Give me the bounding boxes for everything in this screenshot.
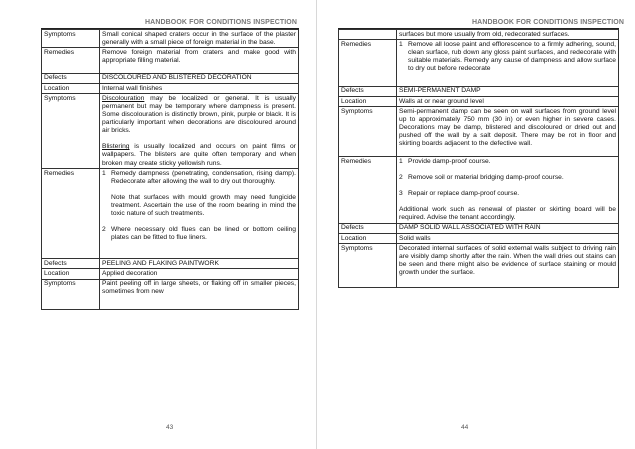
row-label: Location — [42, 269, 100, 279]
row-label — [339, 30, 397, 40]
paragraph-text: may be localized or general. It is usually permanent but may be temporary where dampness is present. Some discolouration is distinctly brown, pink, purple or black. It is particularly important when decorations are discoloured around air bricks. — [102, 94, 296, 135]
row-label: Location — [42, 84, 100, 94]
item-text: Where necessary old flues can be lined or bottom ceiling plates can be fitted to flue liners. — [111, 226, 296, 242]
defect-title: PEELING AND FLAKING PAINTWORK — [100, 259, 299, 269]
symptom-text: Decorated internal surfaces of solid external walls subject to driving rain are visibly damp shortly after the rain. When the wall dries out stains can be seen and there might also be evidence of surface staining or mould growth under the surface. — [399, 244, 616, 277]
row-label: Defects — [42, 259, 100, 269]
page-number: 44 — [461, 424, 469, 431]
note-paragraph: Note that surfaces with mould growth may need fungicide treatment. Ascertain the use of the room bearing in mind the toxic nature of such treatments. — [111, 194, 296, 218]
item-number: 2 — [399, 173, 403, 181]
item-number: 1 — [399, 40, 403, 48]
table-row — [339, 234, 619, 244]
numbered-item — [399, 41, 616, 73]
row-text — [397, 40, 619, 87]
table-row — [339, 86, 619, 96]
row-text: surfaces but more usually from old, redecorated surfaces. — [397, 30, 619, 40]
row-text — [397, 157, 619, 224]
row-label: Remedies — [339, 157, 397, 224]
item-number: 1 — [102, 169, 106, 177]
item-text: Provide damp-proof course. — [408, 157, 491, 165]
row-text — [397, 107, 619, 157]
item-text: Remove soil or material bridging damp-proof course. — [408, 173, 564, 181]
spacer — [399, 148, 616, 155]
running-header: HANDBOOK FOR CONDITIONS INSPECTION — [472, 19, 624, 26]
row-label: Defects — [42, 73, 100, 83]
item-text: Remove all loose paint and efflorescence to a firmly adhering, sound, clean surface, rub down any gloss paint surfaces, and redecorate with suitable materials. Remedy any cause of dampness and allow surface to dry out before redecorate — [408, 40, 616, 73]
defect-title: DISCOLOURED AND BLISTERED DECORATION — [100, 73, 299, 83]
symptom-text: Paint peeling off in large sheets, or flaking off in smaller pieces, sometimes from new — [102, 280, 296, 296]
defect-title: SEMI-PERMANENT DAMP — [397, 86, 619, 96]
item-text: Remedy dampness (penetrating, condensation, rising damp). Redecorate after allowing the wall to dry out thoroughly. — [111, 169, 296, 185]
table-row — [339, 223, 619, 233]
row-label: Symptoms — [339, 107, 397, 157]
row-label: Location — [339, 97, 397, 107]
item-text: Repair or replace damp-proof course. — [408, 189, 520, 197]
row-text — [397, 244, 619, 288]
spacer — [399, 73, 616, 85]
item-number: 3 — [399, 189, 403, 197]
running-header: HANDBOOK FOR CONDITIONS INSPECTION — [145, 19, 297, 26]
numbered-item — [399, 158, 616, 166]
paragraph-text: is usually localized and occurs on paint films or wallpapers. The blisters are quite often temporary and when broken may create sticky yellowish runs. — [102, 143, 296, 167]
row-label: Remedies — [42, 169, 100, 259]
row-text: Small conical shaped craters occur in the surface of the plaster generally with a small piece of foreign material in the base. — [100, 30, 299, 48]
row-label: Remedies — [42, 48, 100, 73]
table-row — [339, 244, 619, 288]
numbered-item — [399, 174, 616, 182]
row-label: Defects — [339, 223, 397, 233]
defect-title: DAMP SOLID WALL ASSOCIATED WITH RAIN — [397, 223, 619, 233]
term: Discolouration — [102, 94, 145, 102]
row-text: Internal wall finishes — [100, 84, 299, 94]
row-label: Location — [339, 234, 397, 244]
row-label: Remedies — [339, 40, 397, 87]
term: Blistering — [102, 143, 130, 151]
row-label: Defects — [339, 86, 397, 96]
row-text: Walls at or near ground level — [397, 97, 619, 107]
spacer — [399, 277, 616, 286]
numbered-item — [399, 190, 616, 198]
item-number: 1 — [399, 157, 403, 165]
table-row — [339, 40, 619, 87]
row-text: Applied decoration — [100, 269, 299, 279]
item-number: 2 — [102, 226, 106, 234]
table-row — [339, 97, 619, 107]
row-label: Symptoms — [339, 244, 397, 288]
row-label: Symptoms — [42, 94, 100, 169]
table-row — [339, 107, 619, 157]
remedy-text: Remove foreign material from craters and make good with appropriate filling material. — [102, 48, 296, 65]
symptom-text: Semi-permanent damp can be seen on wall surfaces from ground level up to approximately 750 mm (30 in) or even higher in severe cases. Decorations may be damp, blistered and discoloured or dried out and pushed off the wall by a salt deposit. There may be rot in floor and skirting boards adjacent to the defective wall. — [399, 108, 616, 148]
row-label: Symptoms — [42, 279, 100, 309]
table-row — [339, 30, 619, 40]
page-number: 43 — [166, 424, 174, 431]
row-text: Solid walls — [397, 234, 619, 244]
conditions-table-right — [338, 29, 619, 288]
table-row — [339, 157, 619, 224]
row-label: Symptoms — [42, 30, 100, 48]
additional-work-paragraph: Additional work such as renewal of plaster or skirting board will be required. Advise the tenant accordingly. — [399, 205, 616, 222]
